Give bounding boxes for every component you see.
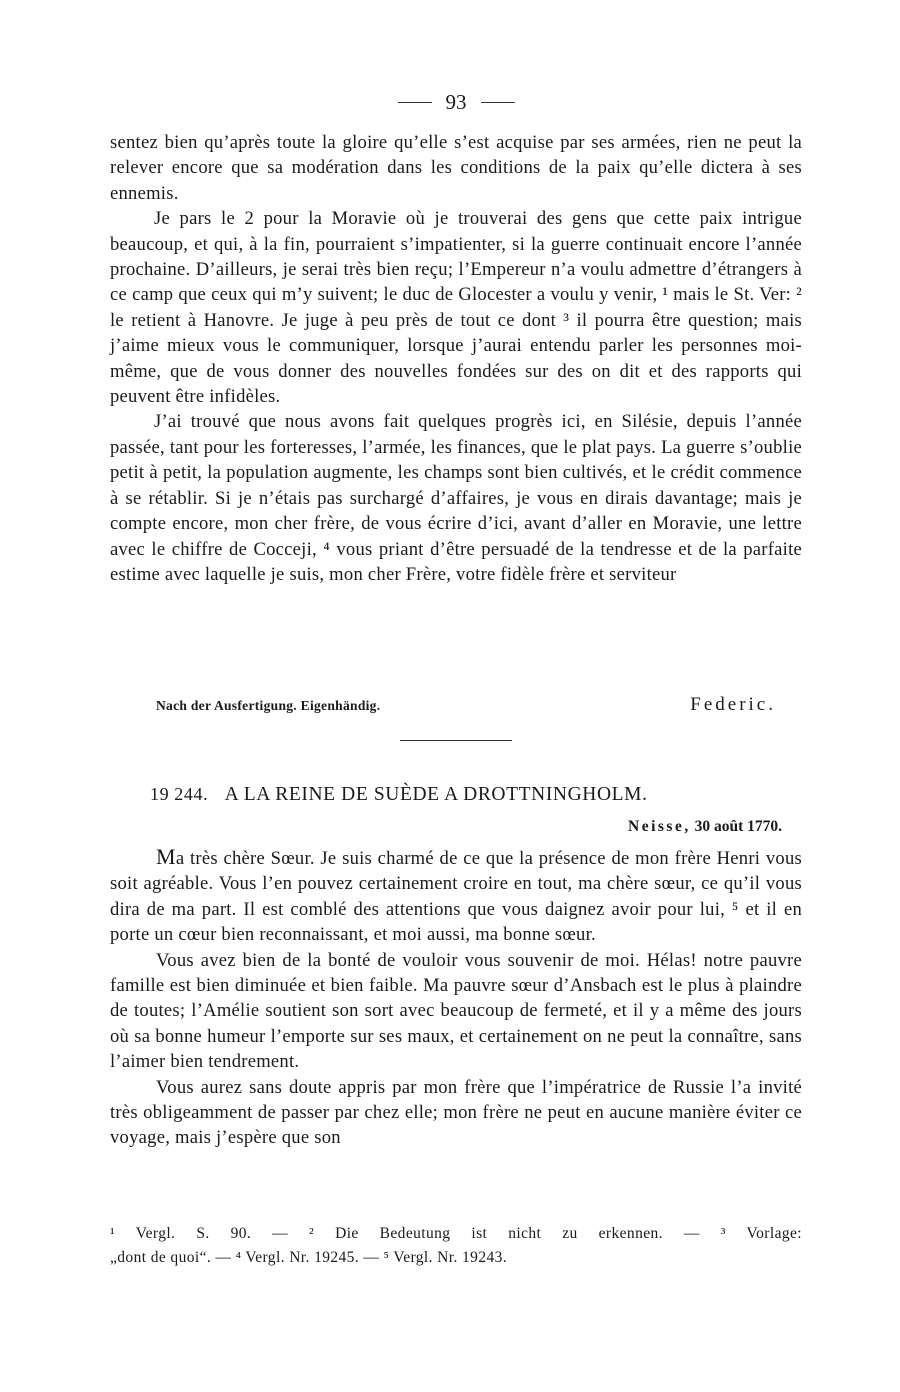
paragraph: Vous aurez sans doute appris par mon frère que l’impératrice de Russie l’a invité très obligeamment de passer par chez elle; mon frère ne peut en aucune manière éviter ce voyage, mais j’espère que son [110, 1076, 802, 1149]
footnotes [110, 1222, 802, 1270]
letter-heading [150, 784, 802, 806]
paragraph: Vous avez bien de la bonté de vouloir vous souvenir de moi. Hélas! notre pauvre famille est bien diminuée et bien faible. Ma pauvre sœur d’Ansbach est le plus à plaindre de toutes; l’Amélie soutient son sort avec beaucoup de fermeté, et il y a même des jours où sa bonne humeur l’emporte sur ses maux, et certainement on ne peut la connaître, sans l’aimer bien tendrement. [110, 949, 802, 1073]
footnote-line: „dont de quoi“. — ⁴ Vergl. Nr. 19245. — ⁵ Vergl. Nr. 19243. [110, 1249, 508, 1266]
paragraph: Je pars le 2 pour la Moravie où je trouverai des gens que cette paix intrigue beaucoup, et qui, à la fin, pourraient s’impatienter, si la guerre continuait encore l’année prochaine. D’ailleurs, je serai très bien reçu; l’Empereur n’a voulu admettre d’étrangers à ce camp que ceux qui m’y suivent; le duc de Glocester a voulu y venir, ¹ mais le St. Ver: ² le retient à Hanovre. Je juge à peu près de tout ce dont ³ il pourra être question; mais j’aime mieux vous le communiquer, lorsque j’aurai entendu parler les personnes moi-même, que de vous donner des nouvelles fondées sur des on dit et des rapports qui peuvent être infidèles. [110, 208, 802, 408]
letter-title: A LA REINE DE SUÈDE A DROTTNINGHOLM. [224, 784, 648, 805]
previous-letter-text [110, 130, 802, 587]
source-note: Nach der Ausfertigung. Eigenhändig. [156, 698, 381, 713]
signature: Federic. [690, 694, 776, 715]
header-rule-right [481, 102, 515, 103]
dateline-place: Neisse, [628, 818, 691, 835]
page-number: 93 [445, 89, 467, 114]
dateline [628, 818, 782, 836]
paragraph: sentez bien qu’après toute la gloire qu’elle s’est acquise par ses armées, rien ne peut la relever encore que sa modération dans les conditions de la paix qu’elle dictera à ses ennemis. [110, 132, 802, 204]
paragraph: J’ai trouvé que nous avons fait quelques progrès ici, en Silésie, depuis l’année passée, tant pour les forteresses, l’armée, les finances, que le plat pays. La guerre s’oublie petit à petit, la population augmente, les champs sont bien cultivés, et le crédit commence à se rétablir. Si je n’étais pas surchargé d’affaires, je vous en dirais davantage; mais je compte encore, mon cher frère, de vous écrire d’ici, avant d’aller en Moravie, une lettre avec le chiffre de Cocceji, ⁴ vous priant d’être persuadé de la tendresse et de la parfaite estime avec laquelle je suis, mon cher Frère, votre fidèle frère et serviteur [110, 411, 802, 585]
opening-initial: M [156, 844, 176, 869]
footnote-line: ¹ Vergl. S. 90. — ² Die Bedeutung ist nicht zu erkennen. — ³ Vorlage: [110, 1225, 802, 1242]
closing-row [110, 694, 802, 720]
paragraph-text: a très chère Sœur. Je suis charmé de ce que la présence de mon frère Henri vous soit agréable. Vous l’en pouvez certainement croire en tout, ma chère sœur, ce qu’il vous dira de ma part. Il est comblé des attentions que vous daignez avoir pour lui, ⁵ et il en porte un cœur bien reconnaissant, et moi aussi, ma bonne sœur. [110, 848, 802, 946]
letter-number: 19 244. [150, 784, 209, 804]
dateline-date: 30 août 1770. [694, 818, 782, 835]
book-page [110, 80, 802, 1380]
header-rule-left [398, 102, 432, 103]
page-header [110, 88, 802, 116]
letter-text [110, 844, 802, 1151]
section-divider [400, 740, 512, 741]
paragraph [110, 844, 802, 948]
